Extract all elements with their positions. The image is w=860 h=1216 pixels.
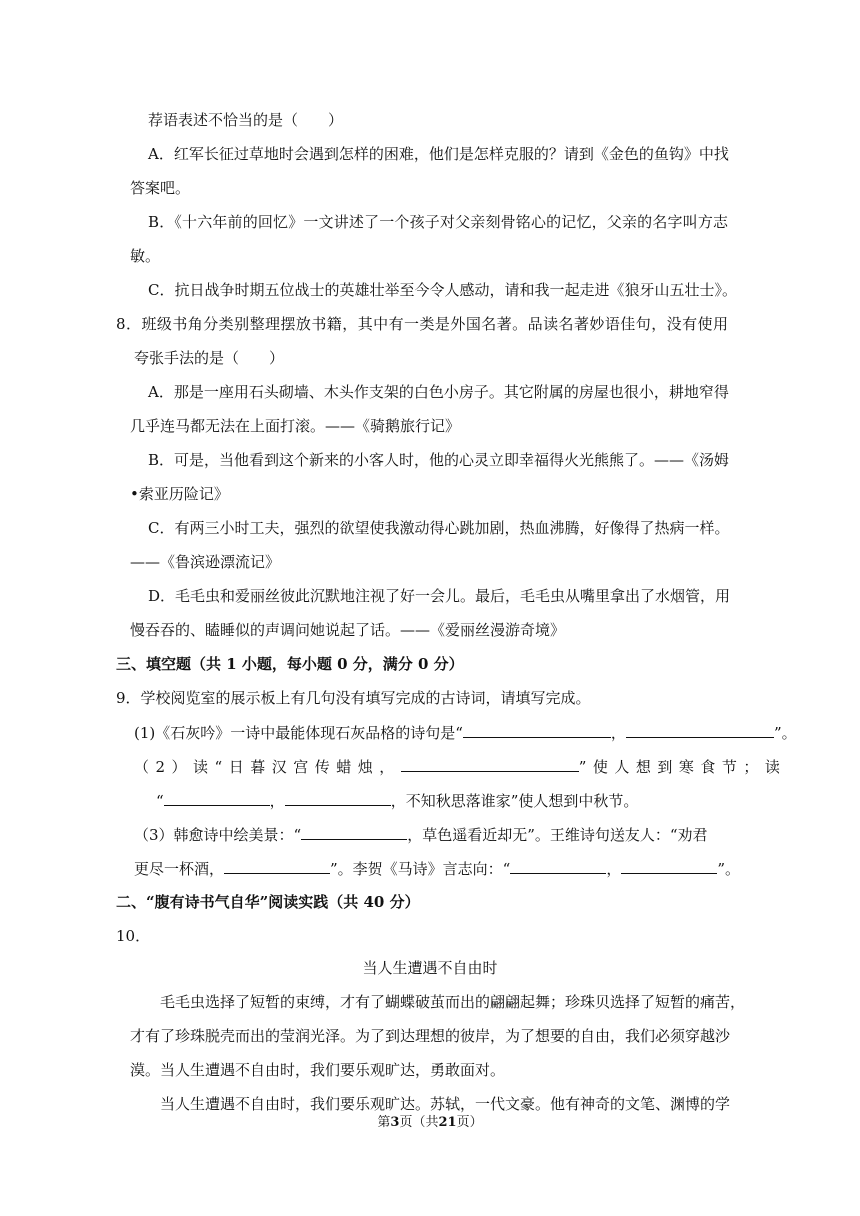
q9-part1-sep: ，: [610, 724, 626, 742]
q9-part2c-open: “: [156, 792, 164, 810]
q9-part2-end: ”使人想到寒食节；读: [578, 758, 787, 776]
q9-part1-end: ”。: [773, 724, 797, 742]
q7-stem-text: 荐语表述不恰当的是（ ）: [148, 111, 344, 129]
q9-part2-line2: [156, 790, 638, 810]
passage-para2-line1: 当人生遭遇不自由时，我们要乐观旷达。苏轼，一代文豪。他有神奇的文笔、渊博的学: [160, 1095, 731, 1113]
q9-part1-text: (1)《石灰吟》一诗中最能体现石灰品格的诗句是“: [134, 724, 463, 742]
answer-blank[interactable]: [164, 790, 270, 806]
q9-part3-end: ，草色遥看近却无”。王维诗句送友人：“劝君: [407, 826, 708, 844]
q10-number: 10．: [116, 927, 151, 945]
q7-option-b-line1: B．《十六年前的回忆》一文讲述了一个孩子对父亲刻骨铭心的记忆，父亲的名字叫方志: [148, 213, 728, 231]
q7-option-a-line1: A．红军长征过草地时会遇到怎样的困难，他们是怎样克服的？请到《金色的鱼钩》中找: [148, 145, 729, 163]
section-heading-reading: 二、“腹有诗书气自华”阅读实践（共 40 分）: [116, 893, 420, 911]
answer-blank[interactable]: [510, 858, 606, 874]
q8-option-b-line1: B．可是，当他看到这个新来的小客人时，他的心灵立即幸福得火光熊熊了。——《汤姆: [148, 451, 730, 469]
q9-part3c-text: 更尽一杯酒，: [134, 860, 225, 878]
q7-stem: [148, 110, 343, 130]
q8-option-d-line2: 慢吞吞的、瞌睡似的声调问她说起了话。——《爱丽丝漫游奇境》: [130, 621, 566, 639]
passage-para1-line2: 才有了珍珠脱壳而出的莹润光泽。为了到达理想的彼岸，为了想要的自由，我们必须穿越沙: [130, 1027, 731, 1045]
q9-part3-line2: [134, 858, 740, 878]
footer-pre: 第: [377, 1115, 391, 1130]
q8-option-a-line2: 几乎连马都无法在上面打滚。——《骑鹅旅行记》: [130, 417, 461, 435]
q8-option-c-line1: C．有两三小时工夫，强烈的欲望使我激动得心跳加剧，热血沸腾，好像得了热病一样。: [148, 519, 730, 537]
q9-part2c-end: ，不知秋思落谁家”使人想到中秋节。: [390, 792, 639, 810]
q8-option-c-line2: ——《鲁滨逊漂流记》: [130, 553, 281, 571]
q9-part3c-sep: ，: [606, 860, 622, 878]
q9-part3c-end: ”。: [717, 860, 741, 878]
q8-option-b-line2: •索亚历险记》: [130, 485, 229, 503]
footer-mid: 页（共: [399, 1115, 439, 1130]
q9-part1: [134, 722, 797, 742]
answer-blank[interactable]: [224, 858, 330, 874]
q9-part2c-sep: ，: [269, 792, 285, 810]
q9-part2-text: （2）读“日暮汉宫传蜡烛，: [134, 758, 401, 776]
answer-blank[interactable]: [401, 756, 579, 772]
answer-blank[interactable]: [463, 722, 611, 738]
section-heading-fill-blank: 三、填空题（共 1 小题，每小题 0 分，满分 0 分）: [116, 655, 464, 673]
q7-option-c: C．抗日战争时期五位战士的英雄壮举至今令人感动，请和我一起走进《狼牙山五壮士》。: [148, 281, 737, 299]
passage-para1-line1: 毛毛虫选择了短暂的束缚，才有了蝴蝶破茧而出的翩翩起舞；珍珠贝选择了短暂的痛苦，: [160, 993, 746, 1011]
answer-blank[interactable]: [285, 790, 391, 806]
q9-part3c-mid: ”。李贺《马诗》言志向：“: [330, 860, 511, 878]
q8-stem-line2: 夸张手法的是（ ）: [134, 349, 285, 367]
passage-para1-line3: 漠。当人生遭遇不自由时，我们要乐观旷达，勇敢面对。: [130, 1061, 506, 1079]
answer-blank[interactable]: [626, 722, 774, 738]
page-footer: [0, 1113, 860, 1133]
q9-part3-line1: [134, 824, 708, 844]
footer-post: 页）: [456, 1115, 483, 1130]
passage-title: 当人生遭遇不自由时: [362, 959, 498, 977]
q8-option-a-line1: A．那是一座用石头砌墙、木头作支架的白色小房子。其它附属的房屋也很小，耕地窄得: [148, 383, 729, 401]
answer-blank[interactable]: [621, 858, 717, 874]
q7-option-a-line2: 答案吧。: [130, 179, 191, 197]
q9-stem: 9．学校阅览室的展示板上有几句没有填写完成的古诗词，请填写完成。: [116, 689, 591, 707]
answer-blank[interactable]: [301, 824, 407, 840]
q7-option-b-line2: 敏。: [130, 247, 161, 265]
footer-page-number: 3: [390, 1115, 400, 1130]
q8-option-d-line1: D．毛毛虫和爱丽丝彼此沉默地注视了好一会儿。最后，毛毛虫从嘴里拿出了水烟管，用: [148, 587, 731, 605]
footer-total-pages: 21: [438, 1115, 457, 1130]
q9-part3-text: （3）韩愈诗中绘美景：“: [134, 826, 302, 844]
q9-part2-line1: [134, 756, 786, 776]
q8-stem-line1: 8．班级书角分类别整理摆放书籍，其中有一类是外国名著。品读名著妙语佳句，没有使用: [116, 315, 728, 333]
